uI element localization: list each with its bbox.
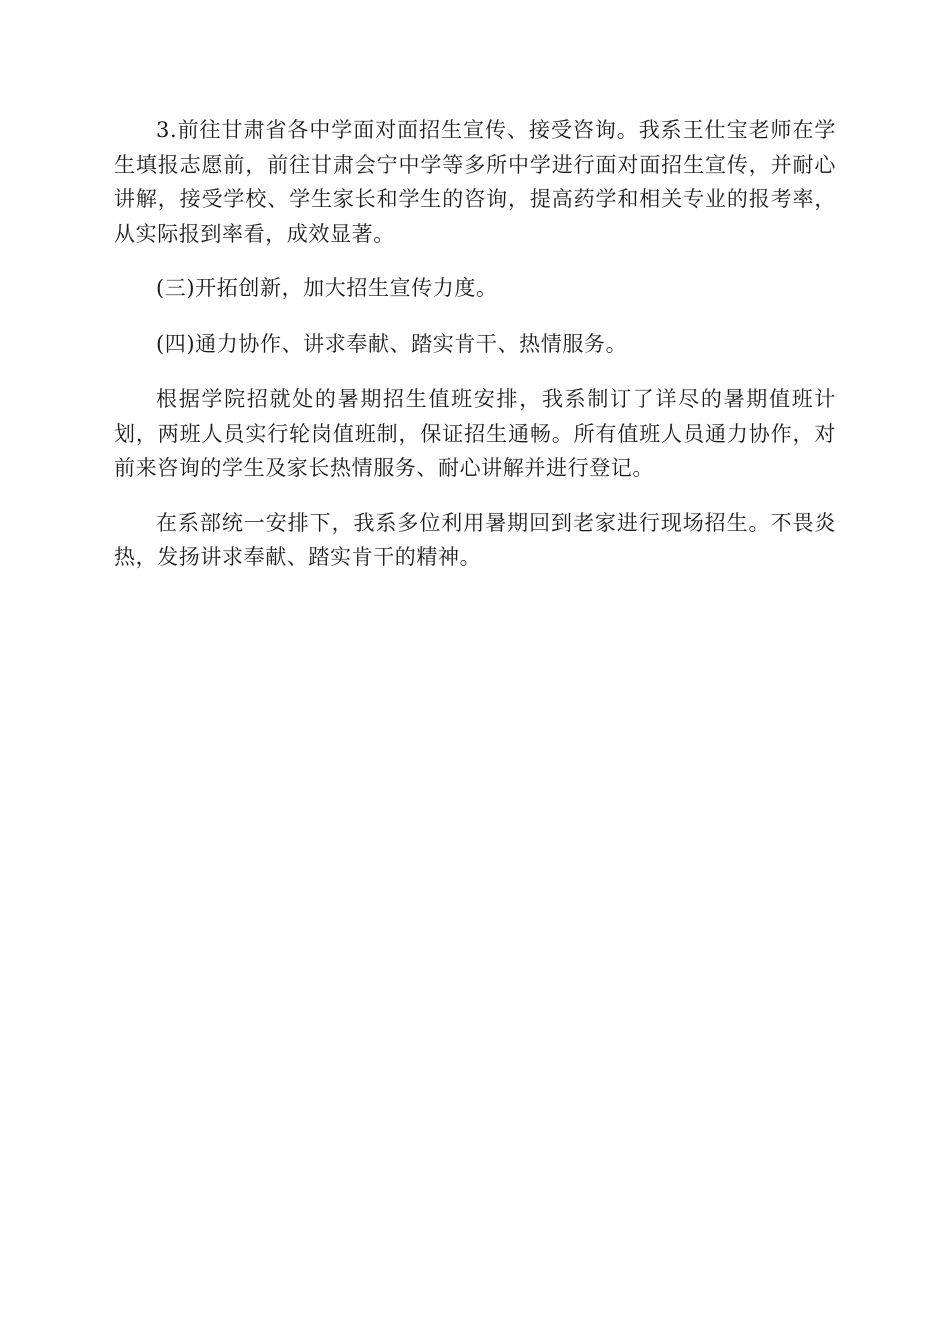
paragraph-heading-four: (四)通力协作、讲求奉献、踏实肯干、热情服务。 <box>156 331 628 356</box>
paragraph-heading-three: (三)开拓创新，加大招生宣传力度。 <box>156 276 498 300</box>
document-body <box>114 113 836 595</box>
paragraph-duty-schedule: 根据学院招就处的暑期招生值班安排，我系制订了详尽的暑期值班计划，两班人员实行轮岗值班制，保证招生通畅。所有值班人员通力协作，对前来咨询的学生及家长热情服务、耐心讲解并进行登记。 <box>114 387 836 480</box>
paragraph-visit-schools: 3.前往甘肃省各中学面对面招生宣传、接受咨询。我系王仕宝老师在学生填报志愿前，前往甘肃会宁中学等多所中学进行面对面招生宣传，并耐心讲解，接受学校、学生家长和学生的咨询，提高药学和相关专业的报考率，从实际报到率看，成效显著。 <box>114 118 836 246</box>
paragraph-local-recruitment: 在系部统一安排下，我系多位利用暑期回到老家进行现场招生。不畏炎热，发扬讲求奉献、踏实肯干的精神。 <box>114 510 836 569</box>
